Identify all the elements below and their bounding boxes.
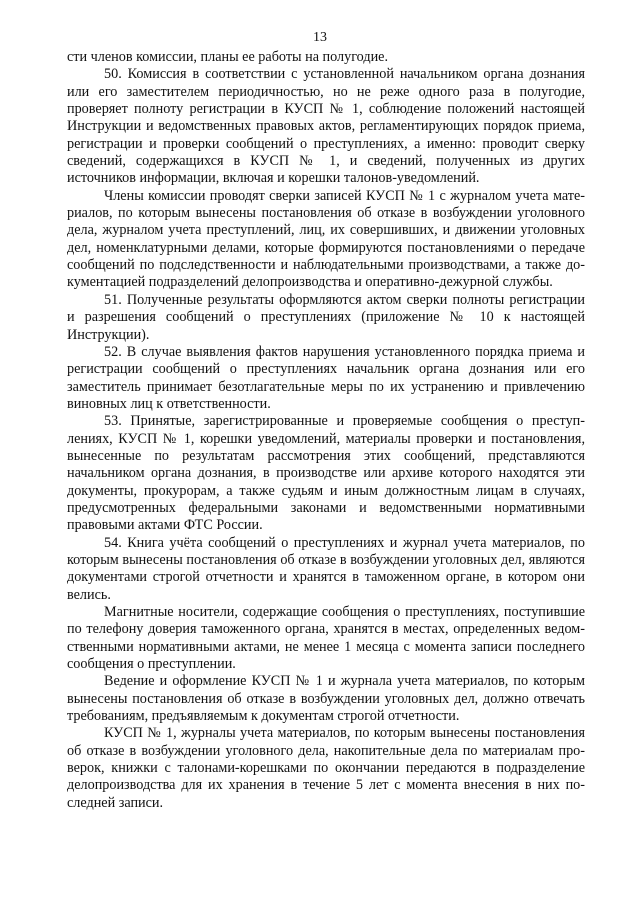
paragraph-50: 50. Комиссия в соответствии с установленной начальником органа дознания или его заместителем периодичностью, но не реже одного раза в полугодие, проверяет полноту регистрации в КУСП № 1, соблюдение положений настоящей Инструкции и ведомственных правовых актов, регламентирующих порядок приема, регистрации и проверки сообщений о преступлениях, а именно: проводит сверку сведений, содержащихся в КУСП № 1, и сведений, полученных из других источников информации, включая и корешки талонов-уведомлений. xyxy=(67,66,585,187)
paragraph-magnetic-media: Магнитные носители, содержащие сообщения о преступлениях, поступившие по телефону доверия таможенного органа, хранятся в местах, определенных ведомственными нормативными актами, не менее 1 месяца с момента записи последнего сообщения о преступлении. xyxy=(67,604,585,673)
paragraph-51: 51. Полученные результаты оформляются актом сверки полноты регистрации и разрешения сообщений о преступлениях (приложение № 10 к настоящей Инструкции). xyxy=(67,291,585,343)
paragraph-continuation: сти членов комиссии, планы ее работы на полугодие. xyxy=(67,49,389,65)
paragraph-54: 54. Книга учёта сообщений о преступлениях и журнал учета материалов, по которым вынесены постановления об отказе в возбуждении уголовных дел, являются документами строгой отчетности и хранятся в таможенном органе, в котором они велись. xyxy=(67,534,585,603)
paragraph-archiving: КУСП № 1, журналы учета материалов, по которым вынесены постановления об отказе в возбуждении уголовного дела, накопительные дела по материалам проверок, книжки с талонами-корешками по окончании передаются в подразделение делопроизводства для их хранения в течение 5 лет с момента внесения в них последней записи. xyxy=(67,725,585,811)
paragraph-53: 53. Принятые, зарегистрированные и проверяемые сообщения о преступлениях, КУСП № 1, корешки уведомлений, материалы проверки и постановления, вынесенные по результатам рассмотрения этих сообщений, представляются начальником органа дознания, в производстве или архиве которого находятся эти документы, прокурорам, а также судьям и иным должностным лицам в случаях, предусмотренных федеральными законами и ведомственными нормативными правовыми актами ФТС России. xyxy=(67,413,585,534)
paragraph-commission-members: Члены комиссии проводят сверки записей КУСП № 1 с журналом учета материалов, по которым вынесены постановления об отказе в возбуждении уголовного дела, журналом учета преступлений, лиц, их совершивших, и движении уголовных дел, номенклатурными делами, которые формируются постановлениями о передаче сообщений по подследственности и наблюдательными производствами, а также документацией подразделений делопроизводства и оперативно-дежурной службы. xyxy=(67,187,585,291)
document-body xyxy=(67,49,585,812)
paragraph-record-keeping: Ведение и оформление КУСП № 1 и журнала учета материалов, по которым вынесены постановления об отказе в возбуждении уголовных дел, должно отвечать требованиям, предъявляемым к документам строгой отчетности. xyxy=(67,673,585,725)
paragraph-52: 52. В случае выявления фактов нарушения установленного порядка приема и регистрации сообщений о преступлениях начальник органа дознания или его заместитель принимает безотлагательные меры по их устранению и привлечению виновных лиц к ответственности. xyxy=(67,343,585,412)
page-number: 13 xyxy=(313,30,327,45)
